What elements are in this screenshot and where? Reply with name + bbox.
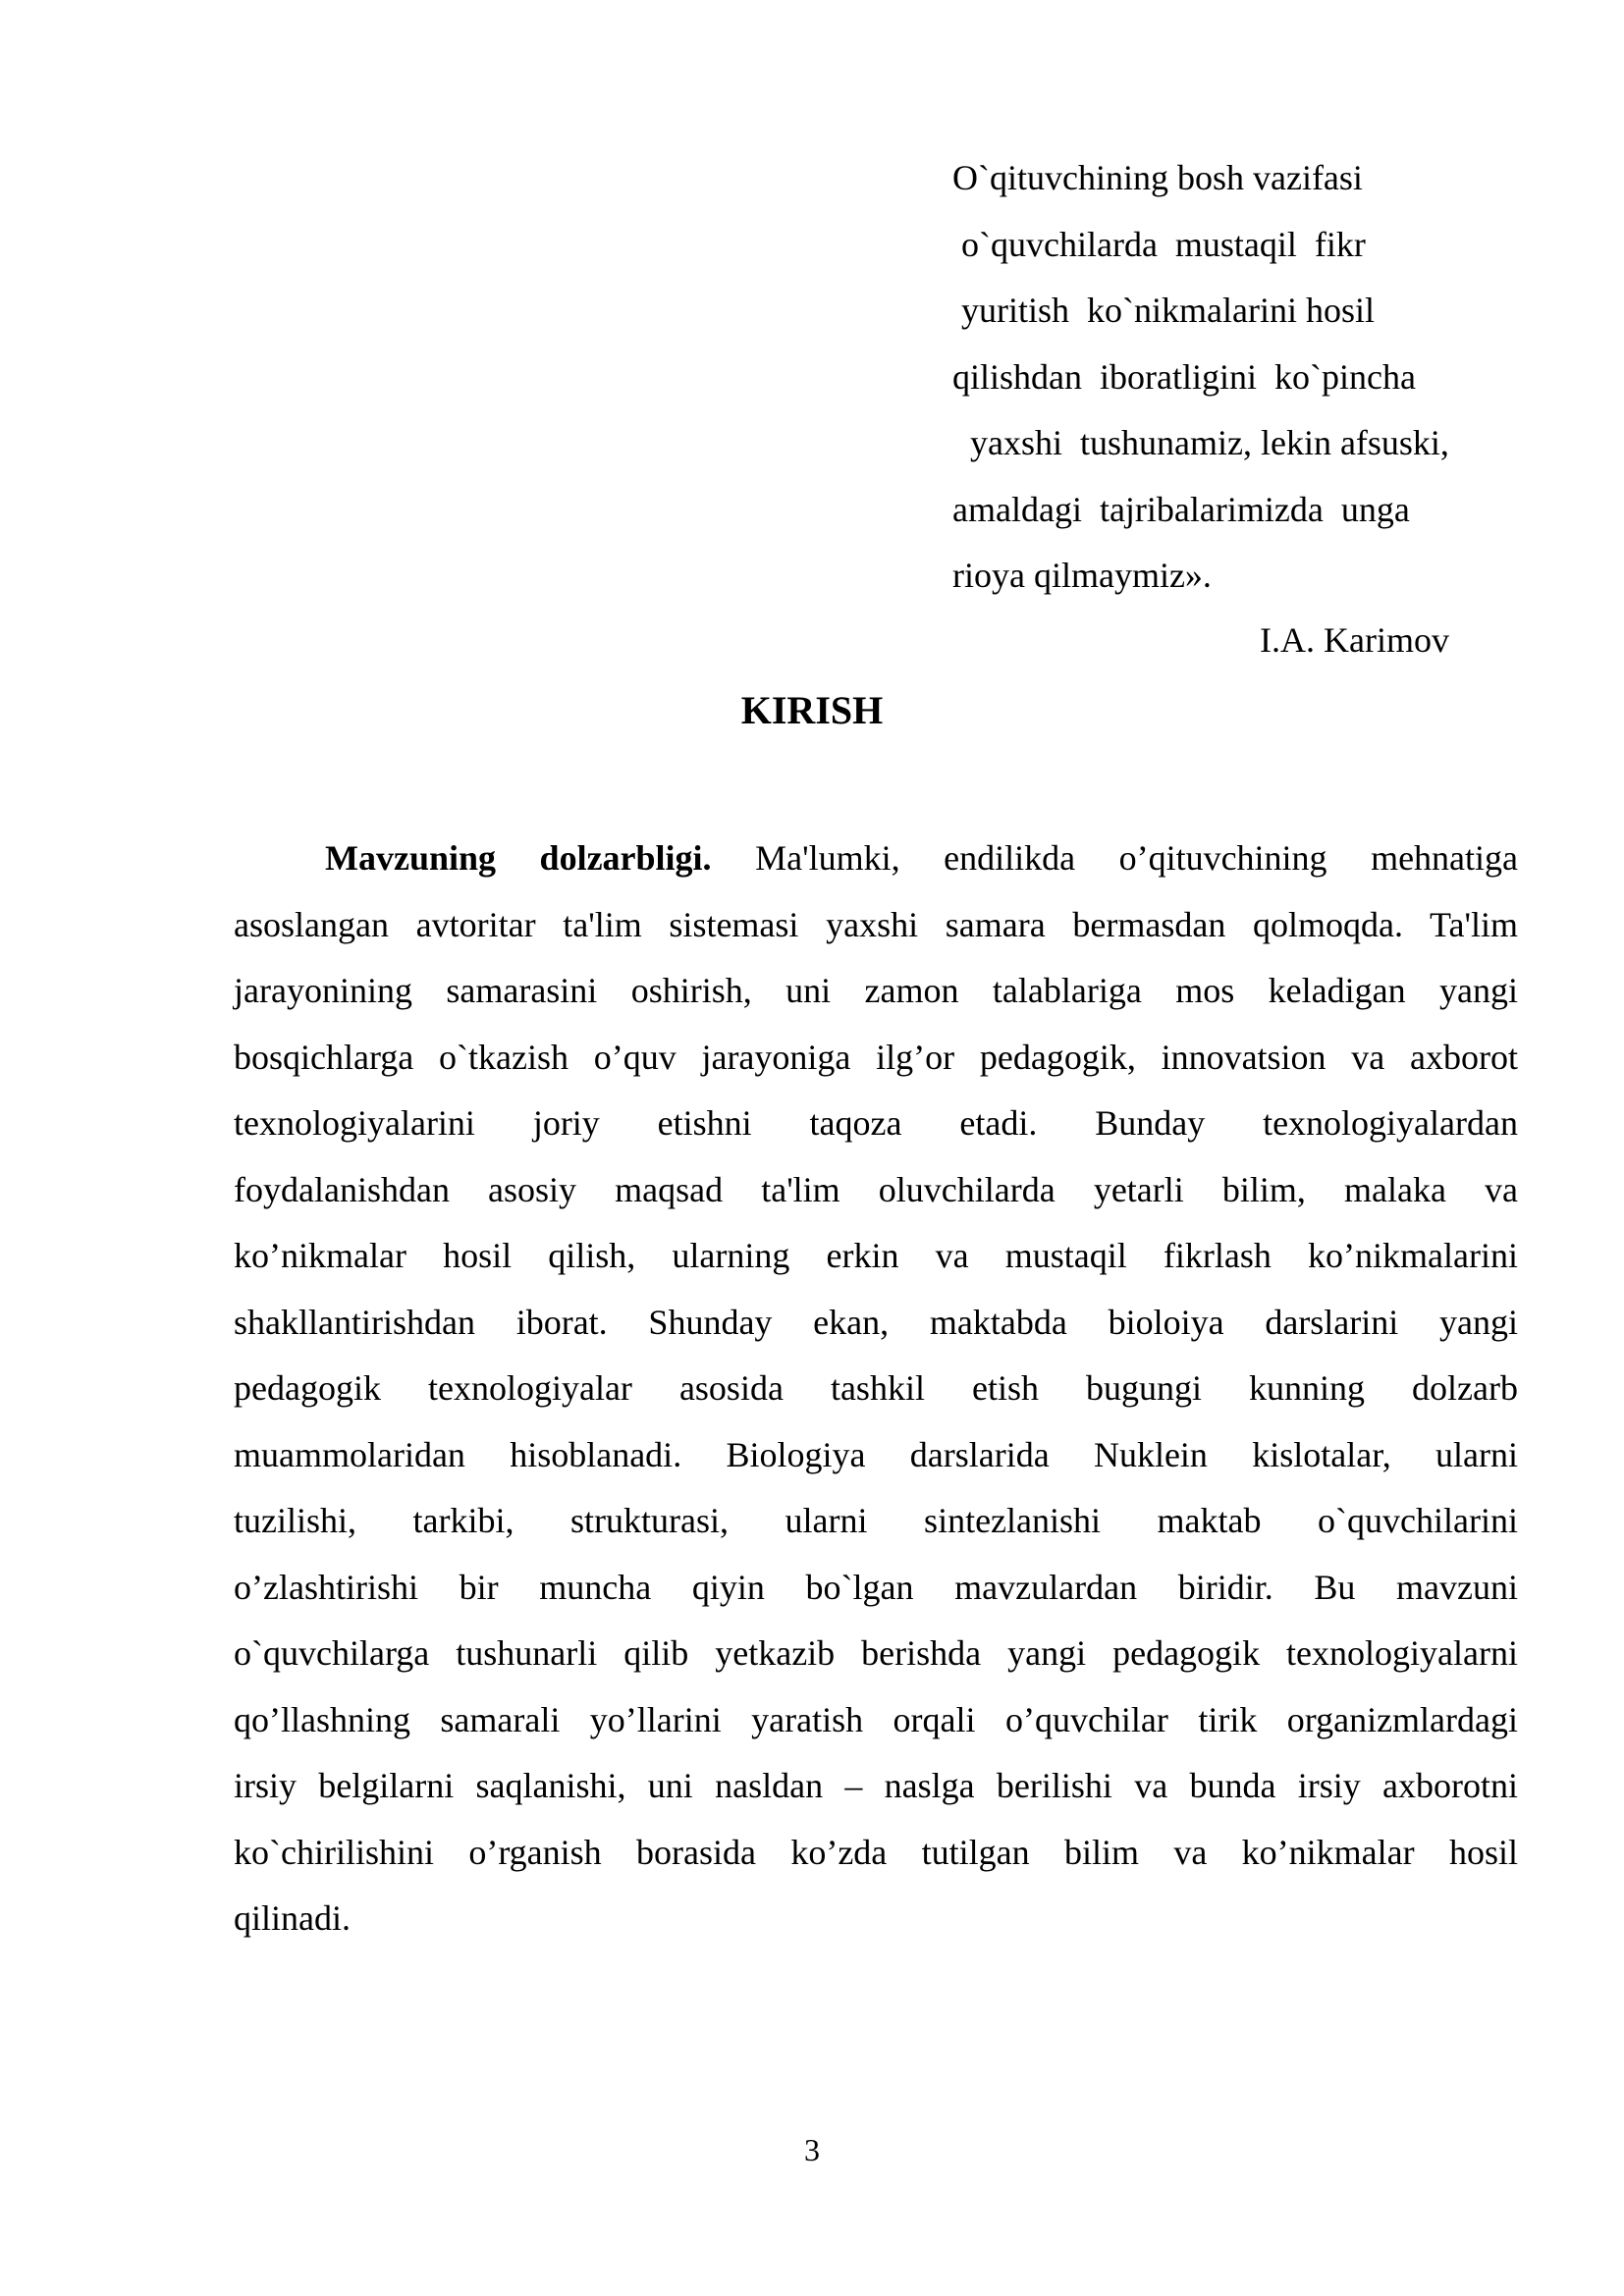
epigraph-line: yuritish ko`nikmalarini hosil: [952, 291, 1375, 330]
first-line-text: Ma'lumki, endilikda o’qituvchining mehnatiga: [755, 838, 1519, 878]
paragraph-line: tuzilishi, tarkibi, strukturasi, ularni sintezlanishi maktab o`quvchilarini: [234, 1501, 1518, 1540]
page-number: 3: [804, 2132, 820, 2167]
body-paragraph: [234, 826, 1518, 1952]
paragraph-line: pedagogik texnologiyalar asosida tashkil etish bugungi kunning dolzarb: [234, 1368, 1518, 1408]
paragraph-line: o`quvchilarga tushunarli qilib yetkazib berishda yangi pedagogik texnologiyalarni: [234, 1633, 1518, 1673]
paragraph-line: irsiy belgilarni saqlanishi, uni nasldan – naslga berilishi va bunda irsiy axborotni: [234, 1766, 1518, 1805]
paragraph-first-line: [234, 826, 1518, 892]
paragraph-line: texnologiyalarini joriy etishni taqoza etadi. Bunday texnologiyalardan: [234, 1103, 1518, 1143]
epigraph-author: I.A. Karimov: [1260, 620, 1449, 660]
epigraph-line: yaxshi tushunamiz, lekin afsuski,: [952, 423, 1449, 462]
section-heading: KIRISH: [740, 688, 884, 732]
paragraph-last-line: qilinadi.: [234, 1898, 351, 1938]
epigraph-quote: [952, 145, 1502, 610]
epigraph-line: qilishdan iboratligini ko`pincha: [952, 356, 1416, 397]
epigraph-line: o`quvchilarda mustaqil fikr: [952, 224, 1366, 264]
epigraph-line: O`qituvchining bosh vazifasi: [952, 158, 1363, 197]
paragraph-line: ko’nikmalar hosil qilish, ularning erkin va mustaqil fikrlash ko’nikmalarini: [234, 1236, 1518, 1275]
paragraph-line: jarayonining samarasini oshirish, uni zamon talablariga mos keladigan yangi: [234, 971, 1518, 1010]
paragraph-line: muammolaridan hisoblanadi. Biologiya darslarida Nuklein kislotalar, ularni: [234, 1434, 1518, 1474]
epigraph-line: rioya qilmaymiz».: [952, 556, 1212, 595]
paragraph-line: qo’llashning samarali yo’llarini yaratish orqali o’quvchilar tirik organizmlardagi: [234, 1699, 1518, 1739]
paragraph-line: foydalanishdan asosiy maqsad ta'lim oluvchilarda yetarli bilim, malaka va: [234, 1169, 1518, 1209]
epigraph-line: amaldagi tajribalarimizda unga: [952, 489, 1410, 529]
lead-phrase: Mavzuning dolzarbligi.: [325, 838, 712, 878]
paragraph-line: ko`chirilishini o’rganish borasida ko’zda tutilgan bilim va ko’nikmalar hosil: [234, 1832, 1518, 1872]
paragraph-line: asoslangan avtoritar ta'lim sistemasi yaxshi samara bermasdan qolmoqda. Ta'lim: [234, 904, 1518, 944]
paragraph-line: o’zlashtirishi bir muncha qiyin bo`lgan mavzulardan biridir. Bu mavzuni: [234, 1567, 1518, 1607]
paragraph-line: bosqichlarga o`tkazish o’quv jarayoniga ilg’or pedagogik, innovatsion va axborot: [234, 1037, 1518, 1077]
paragraph-line: shakllantirishdan iborat. Shunday ekan, maktabda bioloiya darslarini yangi: [234, 1302, 1518, 1342]
